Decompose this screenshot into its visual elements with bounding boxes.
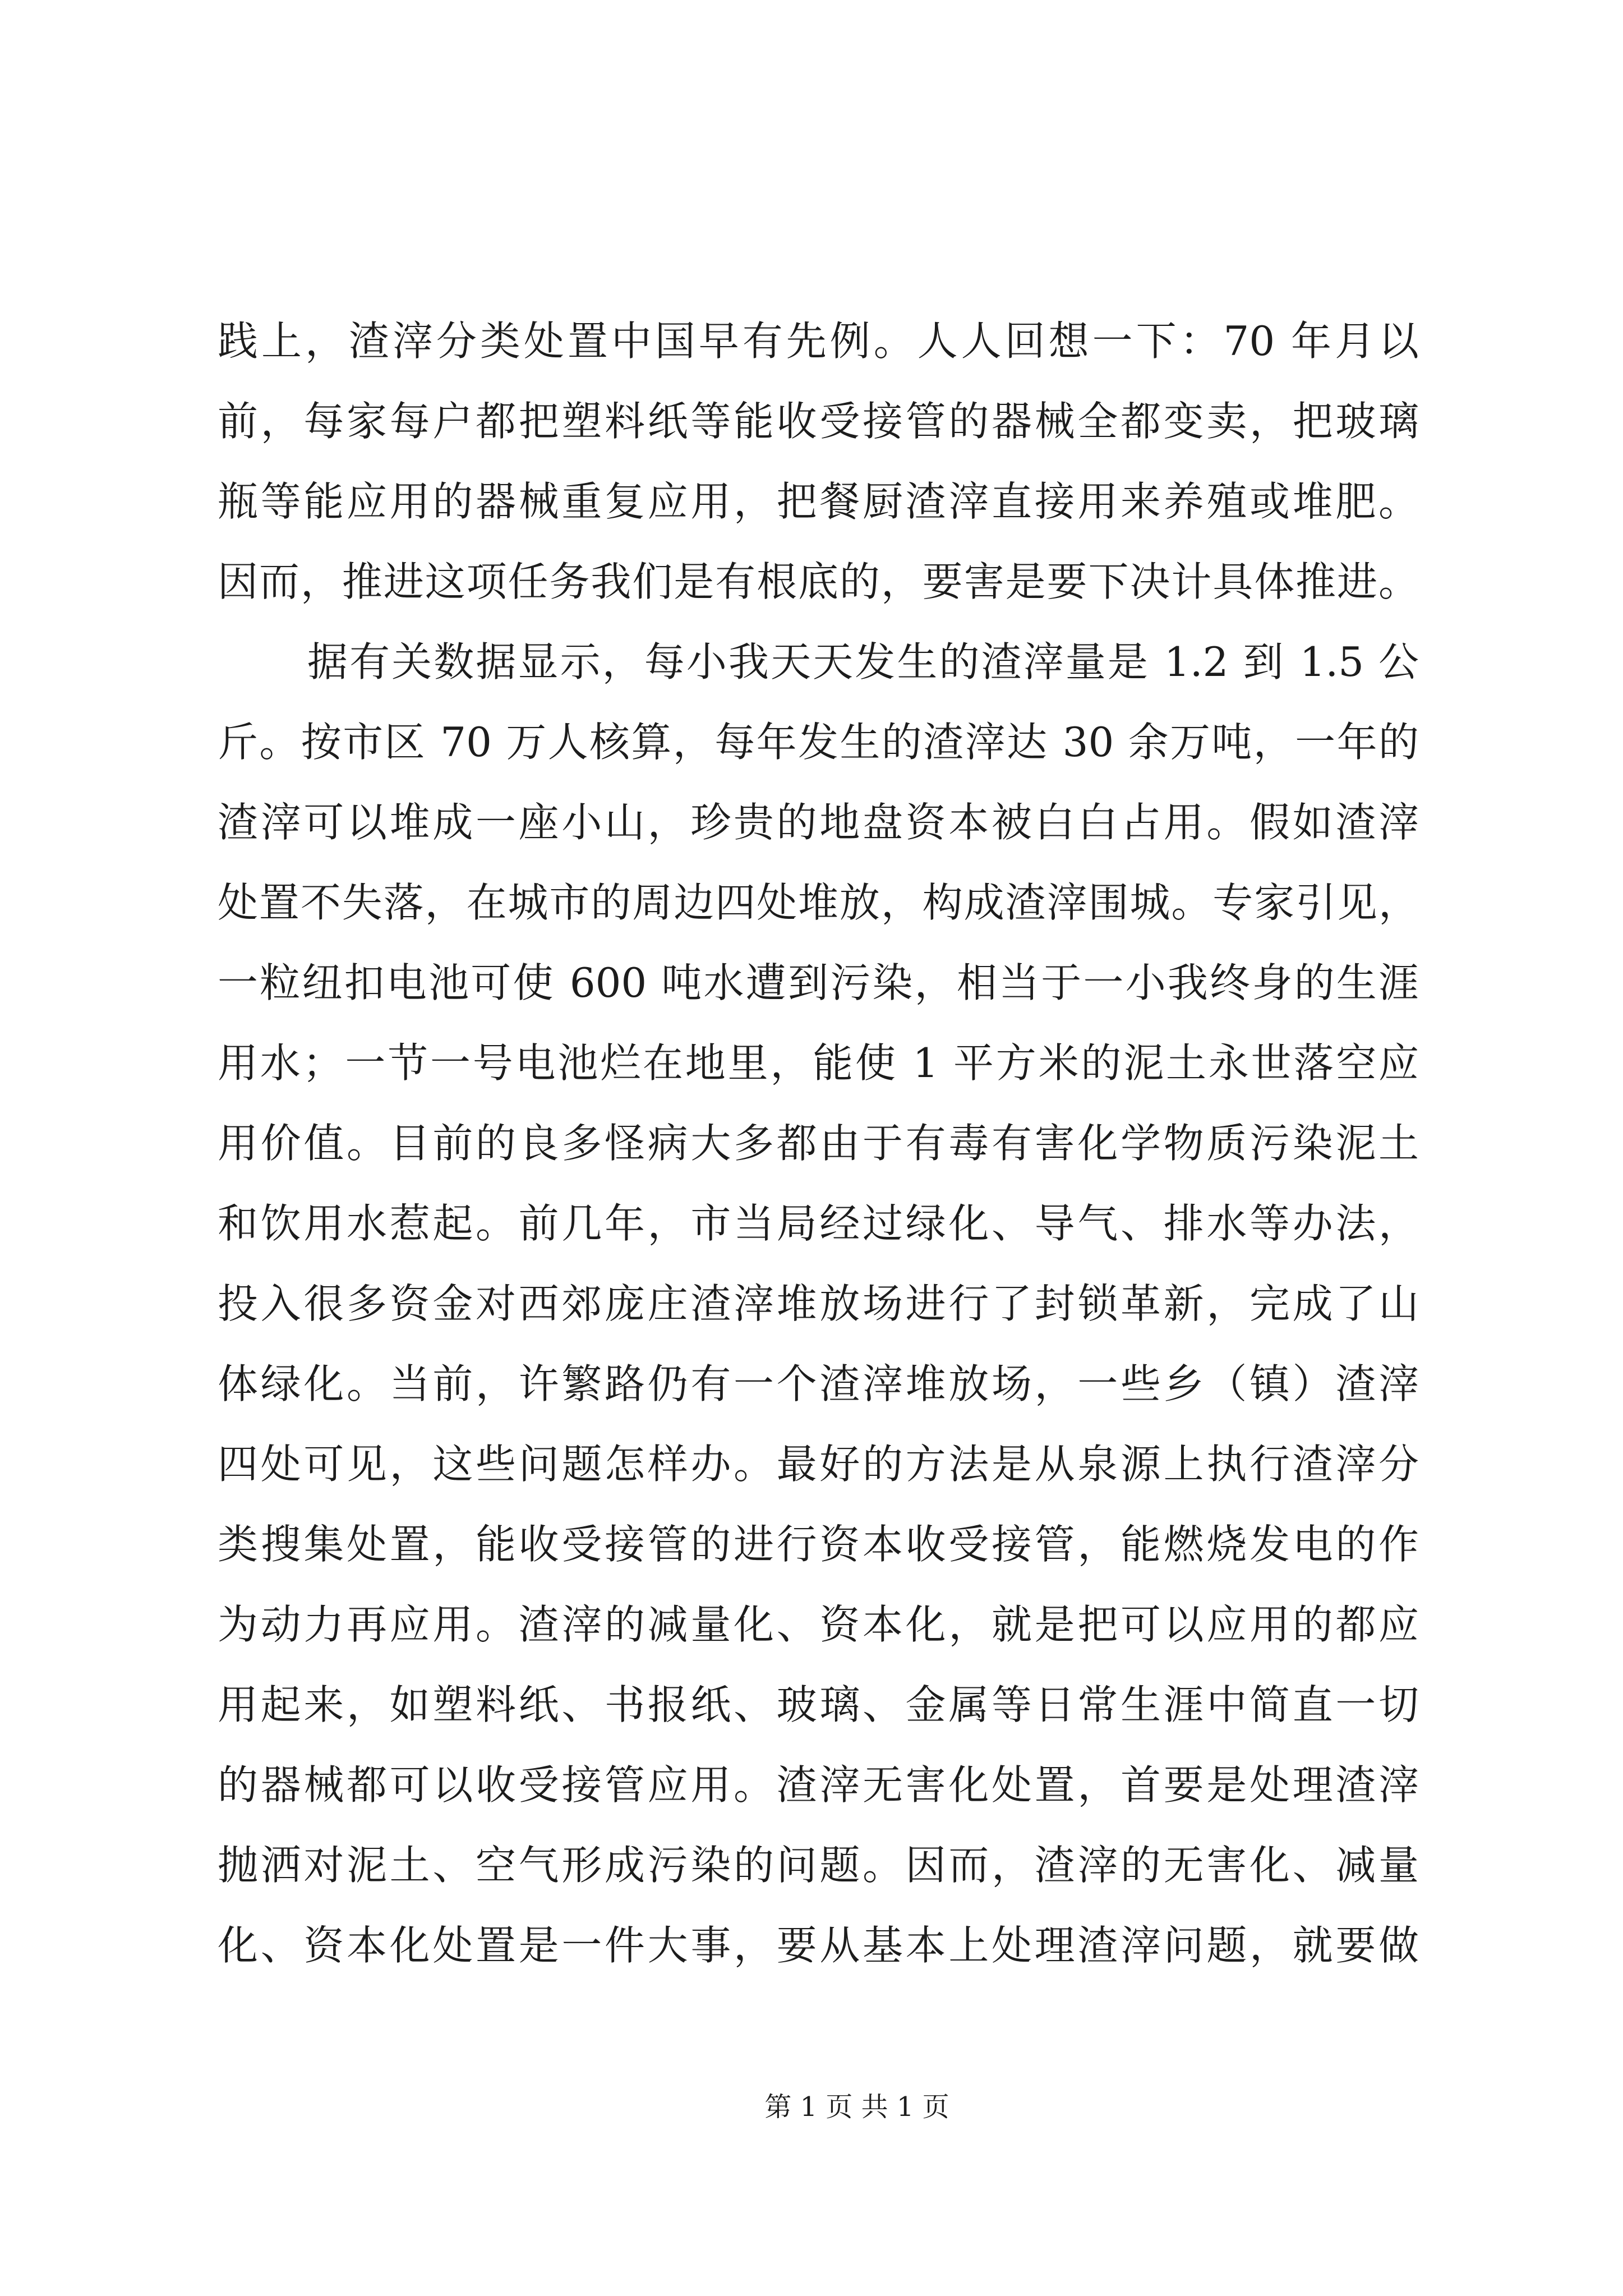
body-text-line: 和饮用水惹起。前几年，市当局经过绿化、导气、排水等办法， (218, 1200, 1419, 1247)
body-text-line: 践上，渣滓分类处置中国早有先例。人人回想一下：70 年月以 (218, 318, 1419, 365)
body-text-line: 化、资本化处置是一件大事，要从基本上处理渣滓问题，就要做 (218, 1922, 1419, 1969)
body-text-line: 因而，推进这项任务我们是有根底的，要害是要下决计具体推进。 (218, 558, 1419, 605)
body-text-line: 体绿化。当前，许繁路仍有一个渣滓堆放场，一些乡（镇）渣滓 (218, 1360, 1419, 1407)
body-text-line: 用价值。目前的良多怪病大多都由于有毒有害化学物质污染泥土 (218, 1120, 1419, 1167)
body-text-line: 为动力再应用。渣滓的减量化、资本化，就是把可以应用的都应 (218, 1601, 1419, 1648)
body-text-line: 的器械都可以收受接管应用。渣滓无害化处置，首要是处理渣滓 (218, 1761, 1419, 1809)
body-text-line: 类搜集处置，能收受接管的进行资本收受接管，能燃烧发电的作 (218, 1521, 1419, 1568)
paragraph (218, 622, 1419, 1986)
body-text-line: 处置不失落，在城市的周边四处堆放，构成渣滓围城。专家引见， (218, 879, 1419, 926)
paragraph-continued (218, 301, 1419, 622)
body-text (218, 301, 1419, 1986)
body-text-line: 渣滓可以堆成一座小山，珍贵的地盘资本被白白占用。假如渣滓 (218, 799, 1419, 846)
body-text-line: 据有关数据显示，每小我天天发生的渣滓量是 1.2 到 1.5 公 (307, 638, 1419, 685)
body-text-line: 投入很多资金对西郊庞庄渣滓堆放场进行了封锁革新，完成了山 (218, 1280, 1419, 1327)
body-text-line: 用水；一节一号电池烂在地里，能使 1 平方米的泥土永世落空应 (218, 1039, 1419, 1087)
body-text-line: 瓶等能应用的器械重复应用，把餐厨渣滓直接用来养殖或堆肥。 (218, 478, 1419, 525)
body-text-line: 抛洒对泥土、空气形成污染的问题。因而，渣滓的无害化、减量 (218, 1842, 1419, 1889)
body-text-line: 斤。按市区 70 万人核算，每年发生的渣滓达 30 余万吨，一年的 (218, 719, 1419, 766)
body-text-line: 用起来，如塑料纸、书报纸、玻璃、金属等日常生涯中简直一切 (218, 1681, 1419, 1728)
body-text-line: 四处可见，这些问题怎样办。最好的方法是从泉源上执行渣滓分 (218, 1441, 1419, 1488)
page-number-footer: 第 1 页 共 1 页 (764, 2091, 949, 2123)
body-text-line: 前，每家每户都把塑料纸等能收受接管的器械全都变卖，把玻璃 (218, 398, 1419, 445)
body-text-line: 一粒纽扣电池可使 600 吨水遭到污染，相当于一小我终身的生涯 (218, 959, 1419, 1006)
